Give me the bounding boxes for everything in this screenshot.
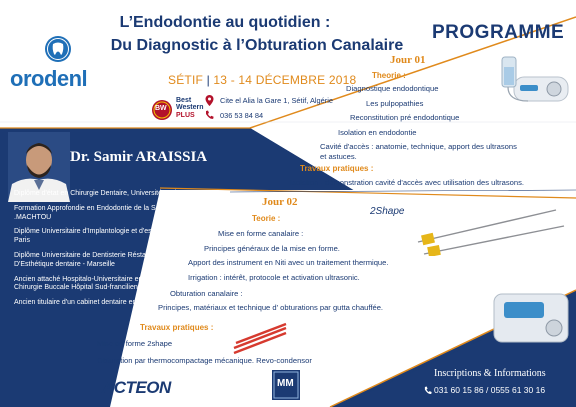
day2-item: Principes généraux de la mise en forme. — [204, 244, 340, 253]
location-pin-icon — [205, 95, 214, 106]
hotel-line-2: Western — [176, 104, 204, 112]
hotel-line-1: Best — [176, 97, 192, 104]
hotel-badge-text: BW — [155, 105, 167, 112]
endodontic-files-image — [404, 200, 570, 256]
brand-logo: orodenl — [10, 66, 88, 91]
cv-item: Diplôme d'état en Chirurgie Dentaire, Université Paris V — [14, 190, 187, 197]
inscriptions-phones: 031 60 15 86 / 0555 61 30 16 — [434, 385, 546, 395]
day1-tp-item: Isolation - démonstration cavité d'accès avec utilisation des ultrasons. — [290, 178, 525, 187]
day2-tp-item: Mise en forme 2shape — [97, 339, 173, 348]
day2-item: Obturation canalaire : — [170, 289, 243, 298]
event-city: SÉTIF — [168, 73, 204, 87]
tooth-icon — [44, 35, 72, 63]
hotel-logo — [151, 97, 213, 123]
mm-logo-text: MM — [277, 378, 294, 389]
hotel-line-3: PLUS — [176, 111, 195, 119]
day2-item: Mise en forme canalaire : — [218, 229, 304, 238]
programme-heading: PROGRAMME — [432, 22, 565, 43]
inscriptions-title: Inscriptions & Informations — [434, 368, 546, 379]
cv-item: Ancien attaché Hospitalo-Universitaire en Implantologie et Chirurgie Buccale Hôpital Sud-francilien — [14, 275, 194, 292]
day2-item: Principes, matériaux et technique d' obturations par gutta chauffée. — [158, 303, 384, 312]
event-dates: 13 - 14 DÉCEMBRE 2018 — [213, 73, 357, 87]
day1-item: Les pulpopathies — [366, 99, 424, 108]
product-label: 2Shape — [370, 206, 405, 217]
day2-tp-label: Travaux pratiques : — [140, 323, 214, 332]
acteon-logo: ACTEON — [102, 378, 171, 397]
title-line-1: L’Endodontie au quotidien : — [119, 14, 331, 31]
event-address: Cite el Alia la Gare 1, Sétif, Algérie — [220, 96, 333, 105]
day2-title: Jour 02 — [262, 196, 298, 208]
cv-item: Diplôme Universitaire d'Implantologie et d'esthétique dentaire - Paris — [14, 228, 209, 245]
ultrasonic-unit-image — [498, 55, 572, 107]
day1-item: Diagnostique endodontique — [346, 84, 439, 93]
day2-item: Apport des instrument en Niti avec un traitement thermique. — [188, 258, 389, 267]
event-date-location: SÉTIF | 13 - 14 DÉCEMBRE 2018 — [168, 73, 357, 87]
cv-item: Ancien titulaire d'un cabinet dentaire en France — [14, 299, 161, 307]
day2-tp-item: Obturation par thermocompactage mécanique. Revo-condensor — [97, 356, 312, 365]
phone-icon — [424, 386, 432, 395]
day2-theorie-label: Teorie : — [252, 214, 281, 223]
speaker-name: Dr. Samir ARAISSIA — [70, 149, 208, 165]
event-phone: 036 53 84 84 — [220, 111, 264, 120]
day1-item: Isolation en endodontie — [338, 128, 417, 137]
title-line-2: Du Diagnostic à l’Obturation Canalaire — [110, 37, 404, 54]
day1-theorie-label: Theorie : — [372, 71, 406, 80]
cv-item: Diplôme Universitaire de Dentisterie Réstauratrice et D'Esthétique dentaire - Marseille — [14, 251, 178, 268]
cv-item: Formation Approfondie en Endodontie de la S S O P - P .MACHTOU — [14, 204, 187, 221]
day1-item: et astuces. — [320, 152, 357, 161]
hotel-name — [176, 97, 204, 119]
pluggers-image — [230, 322, 290, 356]
phone-icon — [205, 110, 214, 120]
day1-tp-label: Travaux pratiques : — [300, 164, 374, 173]
day1-item: Reconstitution pré endodontique — [350, 113, 460, 122]
day1-item: Cavité d'accès : anatomie, technique, apport des ultrasons — [320, 142, 517, 151]
day2-item: Irrigation : intérêt, protocole et activation ultrasonic. — [188, 273, 360, 282]
obturation-device-image — [488, 288, 572, 348]
day1-title: Jour 01 — [390, 54, 426, 66]
